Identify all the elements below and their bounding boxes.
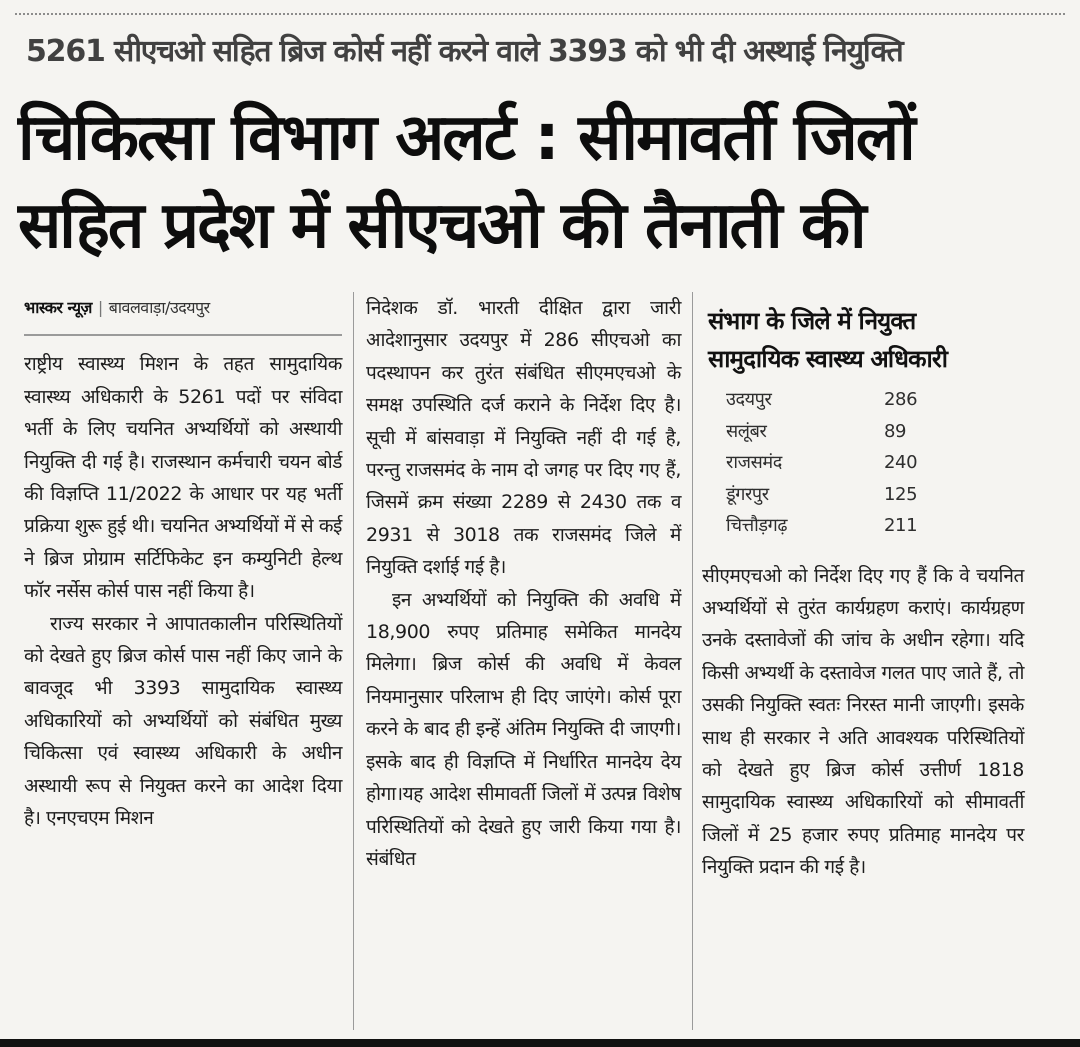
headline-line-2: सहित प्रदेश में सीएचओ की तैनाती की: [18, 189, 865, 263]
column-divider: [353, 292, 354, 1030]
table-row: [726, 479, 917, 511]
paragraph-5: सीएमएचओ को निर्देश दिए गए हैं कि वे चयनित अभ्यर्थियों से तुरंत कार्यग्रहण कराएं। कार्यग्रहण उनके दस्तावेजों की जांच के अधीन रहेगा। यदि किसी अभ्यर्थी के दस्तावेज गलत पाए जाते हैं, तो उसकी नियुक्ति स्वतः निरस्त मानी जाएगी। इसके साथ ही सरकार ने अति आवश्यक परिस्थितियों को देखते हुए ब्रिज कोर्स उत्तीर्ण 1818 सामुदायिक स्वास्थ्य अधिकारियों को सीमावर्ती जिलों में 25 हजार रुपए प्रतिमाह मानदेय पर नियुक्ति प्रदान की गई है।: [702, 564, 1024, 879]
paragraph-1: राष्ट्रीय स्वास्थ्य मिशन के तहत सामुदायिक स्वास्थ्य अधिकारी के 5261 पदों पर संविदा भर्ती के लिए चयनित अभ्यर्थियों को अस्थायी नियुक्ति दी गई है। राजस्थान कर्मचारी चयन बोर्ड की विज्ञप्ति 11/2022 के आधार पर यह भर्ती प्रक्रिया शुरू हुई थी। चयनित अभ्यर्थियों में से कई ने ब्रिज प्रोग्राम सर्टिफिकेट इन कम्युनिटी हेल्थ फॉर नर्सेस कोर्स पास नहीं किया है।: [24, 353, 342, 603]
district-count: 286: [884, 389, 918, 410]
headline: [18, 94, 1068, 270]
district-table: [726, 384, 917, 542]
district-count: 211: [884, 515, 918, 536]
district-count: 125: [884, 483, 918, 505]
column-1: [24, 292, 342, 1032]
table-row: [726, 447, 917, 479]
district-box: [702, 302, 1024, 542]
district-name: राजसमंद: [726, 452, 782, 473]
column-divider: [692, 292, 693, 1030]
table-row: [726, 510, 917, 542]
paragraph-2: राज्य सरकार ने आपातकालीन परिस्थितियों को देखते हुए ब्रिज कोर्स पास नहीं किए जाने के बावजूद भी 3393 सामुदायिक स्वास्थ्य अधिकारियों को अभ्यर्थियों को संबंधित मुख्य चिकित्सा एवं स्वास्थ्य अधिकारी के अधीन अस्थायी रूप से नियुक्त करने का आदेश दिया है। एनएचएम मिशन: [24, 612, 342, 830]
paragraph-3: निदेशक डॉ. भारती दीक्षित द्वारा जारी आदेशानुसार उदयपुर में 286 सीएचओ का पदस्थापन कर तुरंत संबंधित सीएमएचओ के समक्ष उपस्थिति दर्ज कराने के निर्देश दिए है। सूची में बांसवाड़ा में नियुक्ति नहीं दी गई है, परन्तु राजसमंद के नाम दो जगह पर दिए गए हैं, जिसमें क्रम संख्या 2289 से 2430 तक व 2931 से 3018 तक राजसमंद जिले में नियुक्ति दर्शाई गई है।: [366, 297, 681, 579]
dateline: भास्कर न्यूज़ | बावलवाड़ा/उदयपुर: [24, 292, 342, 336]
district-count: 240: [884, 452, 918, 473]
top-rule: [15, 13, 1065, 15]
subheadline: 5261 सीएचओ सहित ब्रिज कोर्स नहीं करने वाले 3393 को भी दी अस्थाई नियुक्ति: [26, 34, 903, 69]
box-title-line-2: सामुदायिक स्वास्थ्य अधिकारी: [708, 345, 948, 373]
bottom-border: [0, 1039, 1080, 1047]
district-name: चित्तौड़गढ़: [726, 515, 788, 536]
box-title-line-1: संभाग के जिले में नियुक्त: [708, 307, 916, 335]
column-2: [366, 292, 681, 1032]
paragraph-4: इन अभ्यर्थियों को नियुक्ति की अवधि में 18,900 रुपए प्रतिमाह समेकित मानदेय मिलेगा। ब्रिज कोर्स की अवधि में केवल नियमानुसार परिलाभ ही दिए जाएंगे। कोर्स पूरा करने के बाद ही इन्हें अंतिम नियुक्ति दी जाएगी। इसके बाद ही विज्ञप्ति में निर्धारित मानदेय देय होगा।यह आदेश सीमावर्ती जिलों में उत्पन्न विशेष परिस्थितियों को देखते हुए जारी किया गया है। संबंधित: [366, 588, 681, 870]
column-3: [702, 292, 1024, 1032]
byline: भास्कर न्यूज़: [24, 298, 92, 317]
dateline-place: बावलवाड़ा/उदयपुर: [108, 298, 210, 317]
district-name: सलूंबर: [726, 420, 767, 442]
headline-line-1: चिकित्सा विभाग अलर्ट : सीमावर्ती जिलों: [18, 101, 914, 175]
district-name: डूंगरपुर: [726, 483, 769, 505]
district-count: 89: [884, 420, 907, 442]
box-title: [702, 302, 1024, 378]
table-row: [726, 416, 917, 448]
table-row: [726, 384, 917, 416]
district-name: उदयपुर: [726, 389, 772, 410]
